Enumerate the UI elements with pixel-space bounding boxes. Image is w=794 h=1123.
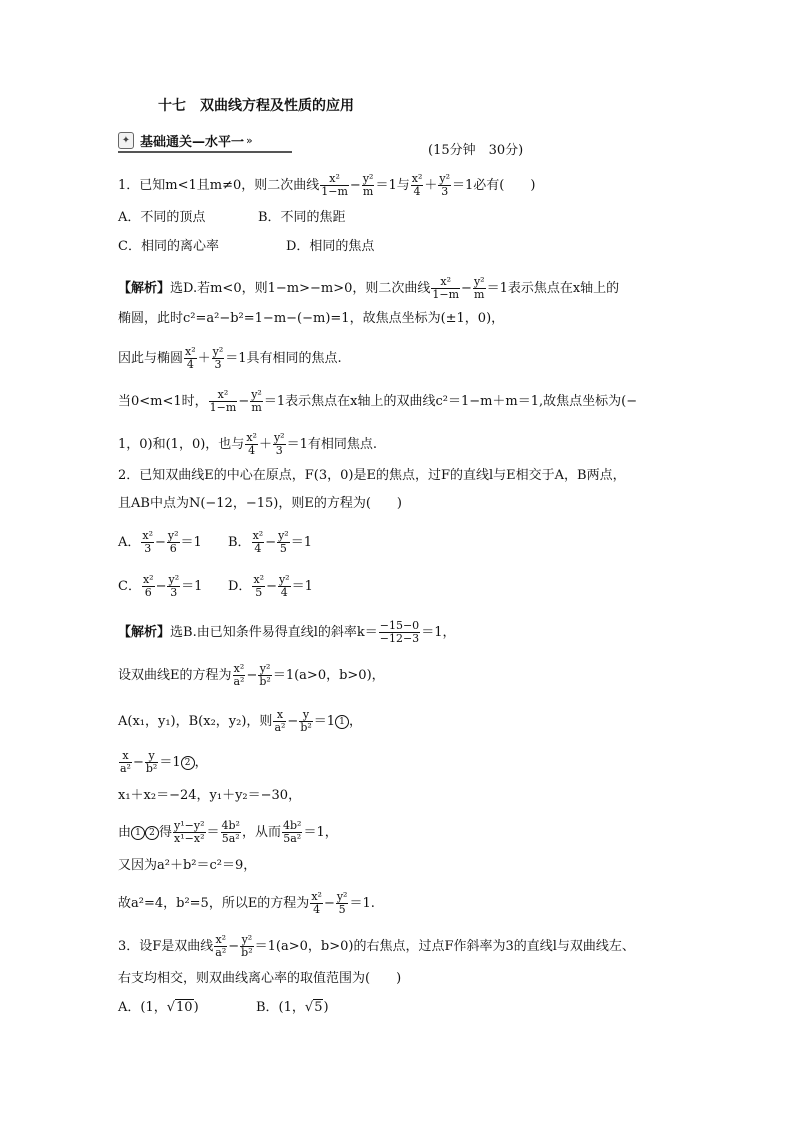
q2-solution-line1: 【解析】选B.由已知条件易得直线l的斜率k＝ $\frac{-15-0}{-12-3}$ ＝1， <box>118 619 456 645</box>
q3-options-row1 <box>118 1000 329 1016</box>
banner-arrow-icon: » <box>246 133 253 147</box>
q1-option-a: A．不同的顶点 <box>118 210 206 225</box>
circled-one: 1 <box>335 715 349 729</box>
banner-label: 基础通关—水平一 <box>140 134 245 150</box>
q2-options-row1 <box>118 530 312 555</box>
q3-option-a: A．(1，√10) <box>118 1000 199 1015</box>
q1-stem: 1．已知m<1且m≠0，则二次曲线 $\frac{\text{x²}}{1-m}$ − $\frac{\text{y²}}{m}$ ＝1与 $\frac{\text{x²}}{4}$ ＋ $\frac{\text{y²}}{3}$ ＝1必有( ) <box>118 172 536 198</box>
q2-stem-line1: 2．已知双曲线E的中心在原点，F(3，0)是E的焦点，过F的直线l与E相交于A，B两点， <box>118 468 626 483</box>
q1-solution-line1: 【解析】选D.若m<0，则1−m>−m>0，则二次曲线 $\frac{\text{x²}}{1-m}$ − $\frac{\text{y²}}{m}$ ＝1表示焦点在x轴上的 <box>118 275 620 301</box>
q1-solution-line5: 1，0)和(1，0)，也与 $\frac{\text{x²}}{4}$ ＋ $\frac{\text{y²}}{3}$ ＝1有相同焦点. <box>118 431 377 457</box>
q2-solution-line4: $\frac{x}{\text{a²}}$ − $\frac{y}{\text{b²}}$ ＝1 2 ， <box>120 749 208 775</box>
time-limit: (15分钟 30分) <box>428 143 524 158</box>
circled-two: 2 <box>181 756 195 770</box>
q2-option-b: B． $\frac{\text{x²}}{4}$ − $\frac{\text{y²}}{5}$ ＝1 <box>228 529 312 555</box>
q2-solution-line6: 由 1 2 得 $\frac{\text{y¹−y²}}{\text{x¹−x²}}$ ＝ $\frac{\text{4b²}}{\text{5a²}}$ ，从而 $\frac{\text{4b²}}{\text{5a²}}$ ＝1， <box>118 819 338 845</box>
q1-option-b: B．不同的焦距 <box>258 210 346 225</box>
lightbulb-icon: ✦ <box>118 132 134 149</box>
banner-underline <box>118 151 292 153</box>
page-title: 十七 双曲线方程及性质的应用 <box>158 98 354 114</box>
q2-solution-line5: x₁＋x₂＝−24，y₁＋y₂＝−30， <box>118 788 302 803</box>
q3-stem-line1: 3．设F是双曲线 $\frac{\text{x²}}{\text{a²}}$ − $\frac{\text{y²}}{\text{b²}}$ ＝1(a>0，b>0)的右焦点，过点F作斜率为3的直线l与双曲线左、 <box>118 933 635 959</box>
q1-options-row2 <box>118 239 374 255</box>
q1-option-d: D．相同的焦点 <box>286 239 375 254</box>
q2-solution-line2: 设双曲线E的方程为 $\frac{\text{x²}}{\text{a²}}$ − $\frac{\text{y²}}{\text{b²}}$ ＝1(a>0，b>0)， <box>118 662 385 688</box>
q2-stem-line2: 且AB中点为N(−12，−15)，则E的方程为( ) <box>118 496 402 511</box>
q3-stem-line2: 右支均相交，则双曲线离心率的取值范围为( ) <box>118 971 402 986</box>
q1-solution-line4: 当0<m<1时， $\frac{\text{x²}}{1-m}$ − $\frac{\text{y²}}{m}$ ＝1表示焦点在x轴上的双曲线c²＝1−m＋m＝1,故焦点坐标为(− <box>118 388 638 414</box>
q2-option-c: C． $\frac{\text{x²}}{6}$ − $\frac{\text{y²}}{3}$ ＝1 <box>118 573 203 599</box>
q2-solution-line3: A(x₁，y₁)，B(x₂，y₂)，则 $\frac{x}{\text{a²}}$ − $\frac{y}{\text{b²}}$ ＝1 1 ， <box>118 708 363 734</box>
q1-solution-line3: 因此与椭圆 $\frac{\text{x²}}{4}$ ＋ $\frac{\text{y²}}{3}$ ＝1具有相同的焦点. <box>118 345 342 371</box>
q2-solution-line7: 又因为a²＋b²＝c²＝9， <box>118 858 257 873</box>
q1-option-c: C．相同的离心率 <box>118 239 219 254</box>
q1-solution-line2: 椭圆，此时c²=a²−b²=1−m−(−m)=1，故焦点坐标为(±1，0)， <box>118 311 505 326</box>
q2-solution-line8: 故a²=4，b²=5，所以E的方程为 $\frac{\text{x²}}{4}$ − $\frac{\text{y²}}{5}$ ＝1. <box>118 890 375 916</box>
q3-option-b: B．(1，√5) <box>256 1000 329 1015</box>
section-banner <box>118 131 253 149</box>
q2-option-a: A． $\frac{\text{x²}}{3}$ − $\frac{\text{y²}}{6}$ ＝1 <box>118 529 202 555</box>
q2-option-d: D． $\frac{\text{x²}}{5}$ − $\frac{\text{y²}}{4}$ ＝1 <box>228 573 313 599</box>
q1-options-row1 <box>118 210 346 226</box>
q2-options-row2 <box>118 574 313 599</box>
